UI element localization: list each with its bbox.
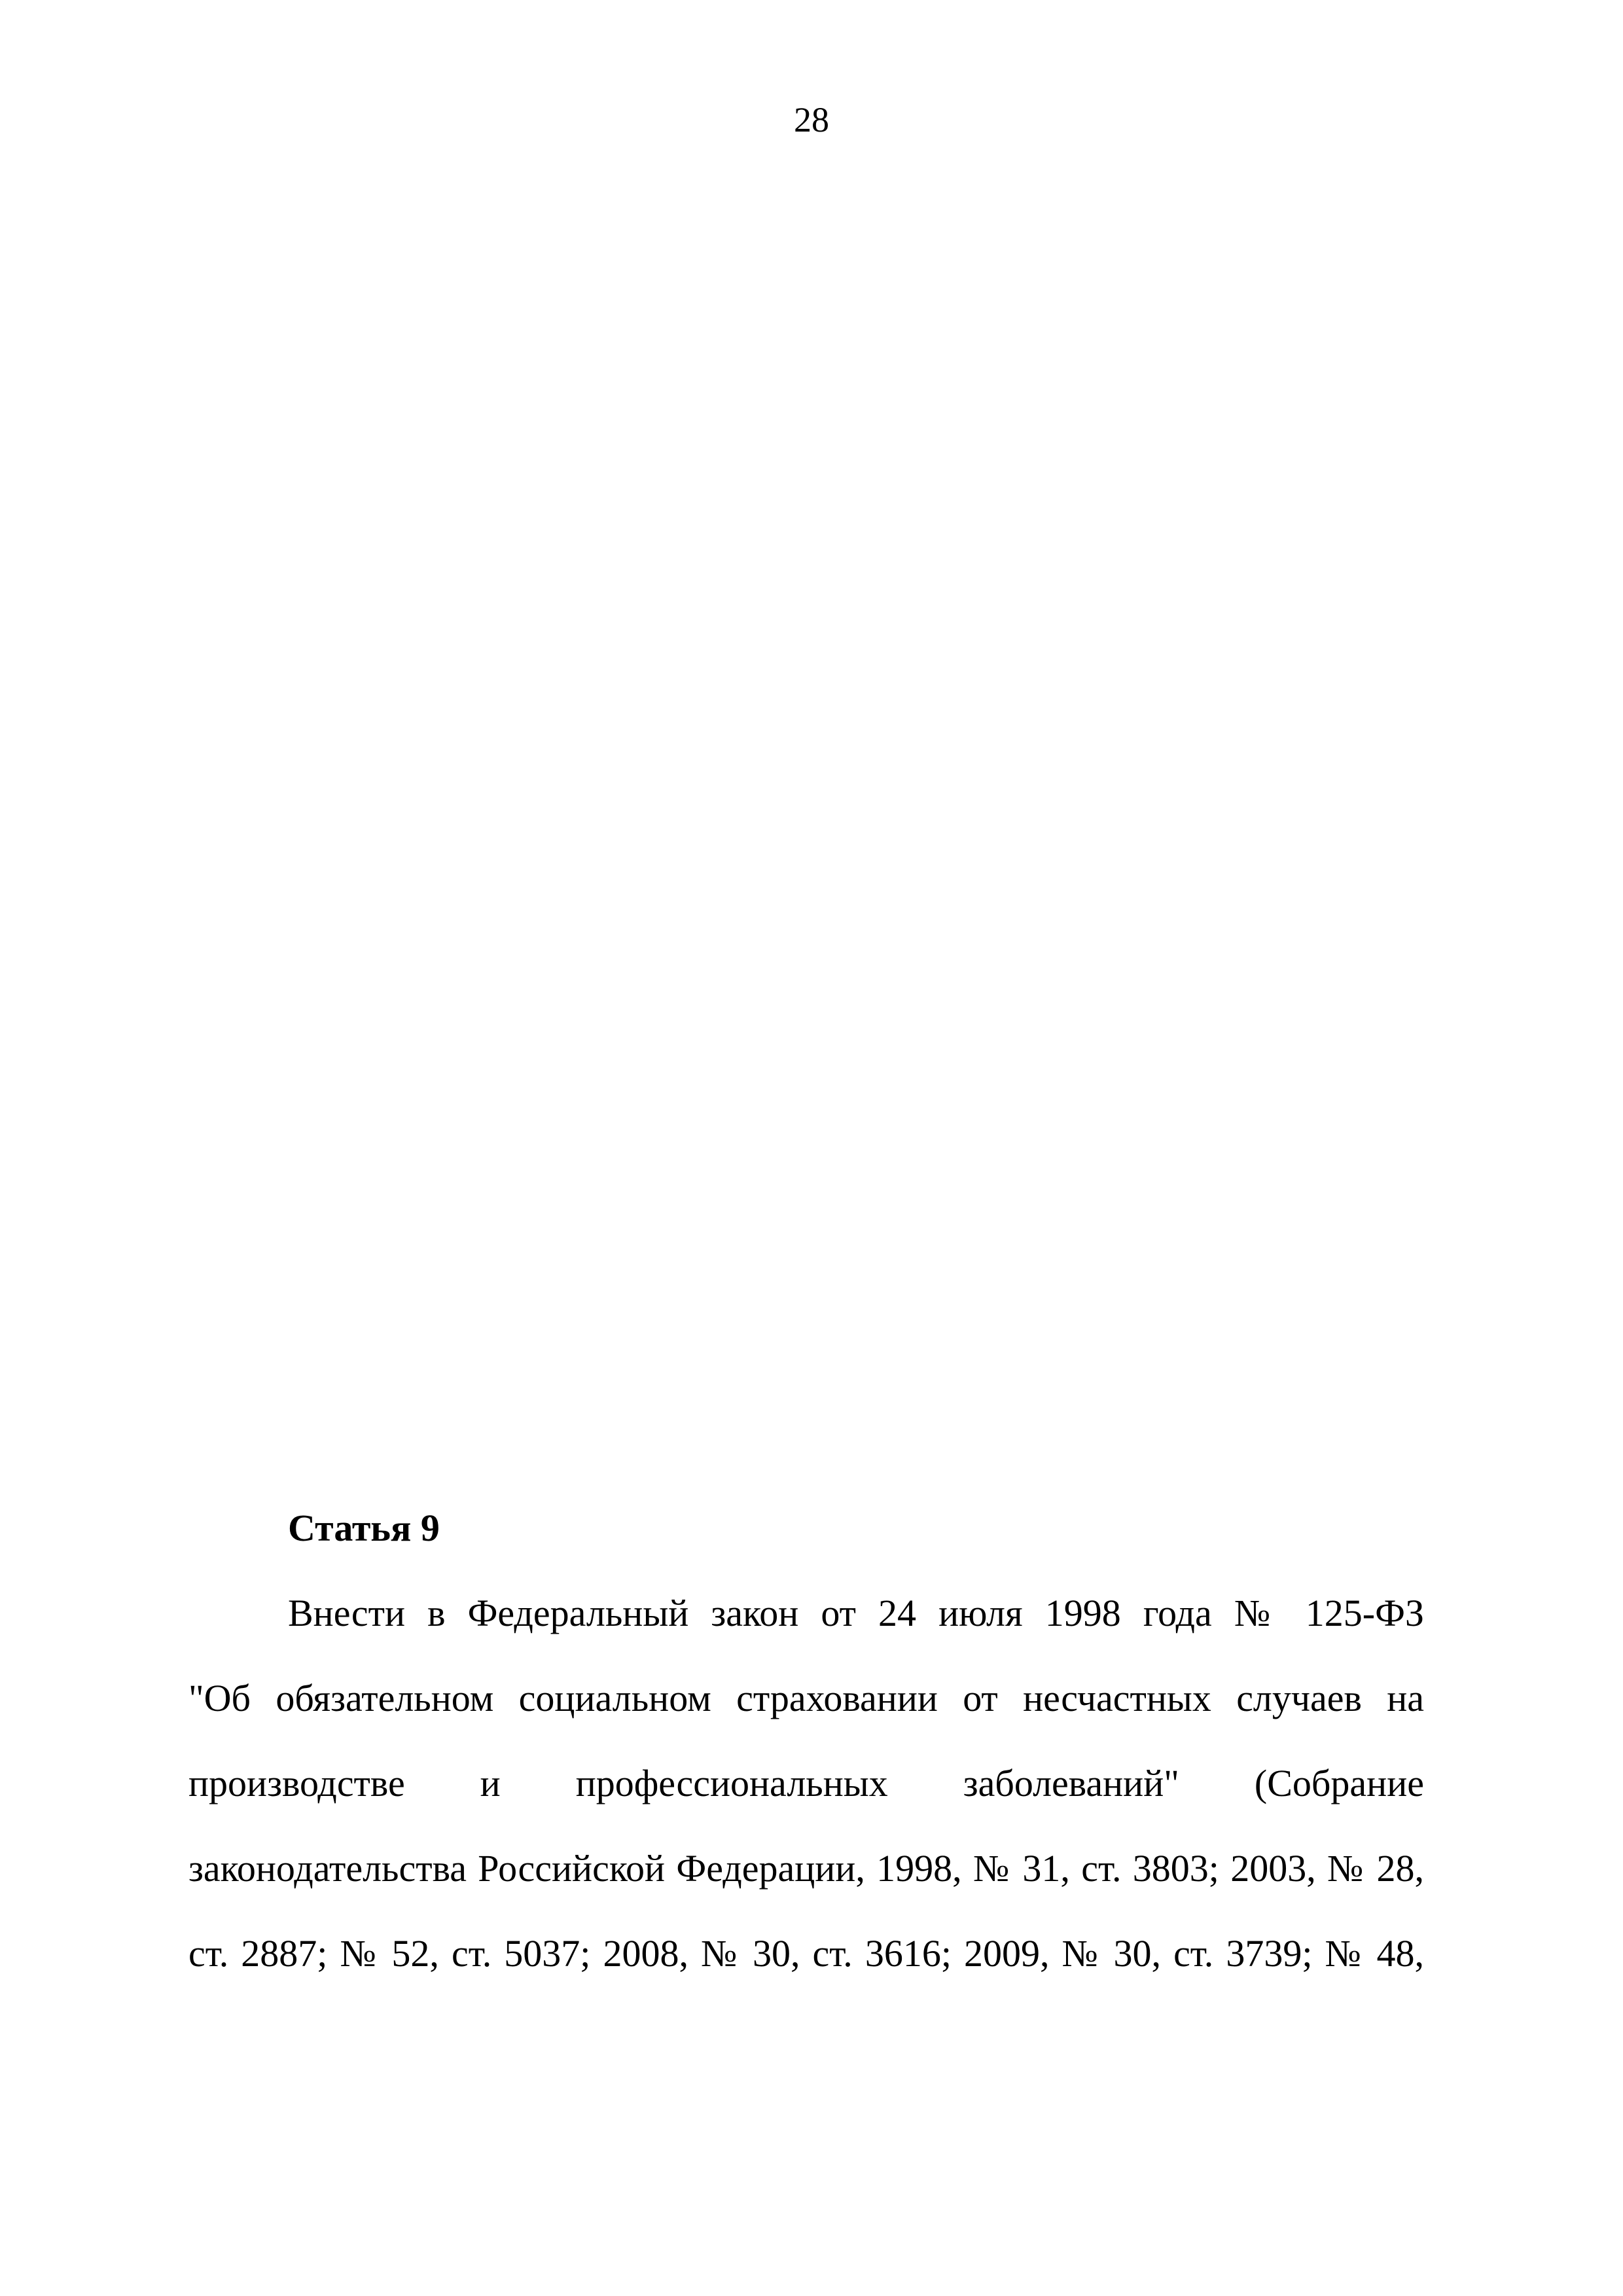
page-number: 28 <box>794 100 829 139</box>
article-title: Статья 9 <box>288 1507 440 1549</box>
paragraph-line: ст. 2887; № 52, ст. 5037; 2008, № 30, ст. 3616; 2009, № 30, ст. 3739; № 48, <box>188 1932 1424 1975</box>
paragraph-line: производстве и профессиональных заболеваний" (Собрание <box>188 1762 1424 1804</box>
paragraph-line: законодательства Российской Федерации, 1998, № 31, ст. 3803; 2003, № 28, <box>188 1847 1424 1890</box>
paragraph-line: "Об обязательном социальном страховании от несчастных случаев на <box>188 1677 1424 1719</box>
paragraph-line: Внести в Федеральный закон от 24 июля 1998 года № 125-ФЗ <box>288 1592 1424 1634</box>
